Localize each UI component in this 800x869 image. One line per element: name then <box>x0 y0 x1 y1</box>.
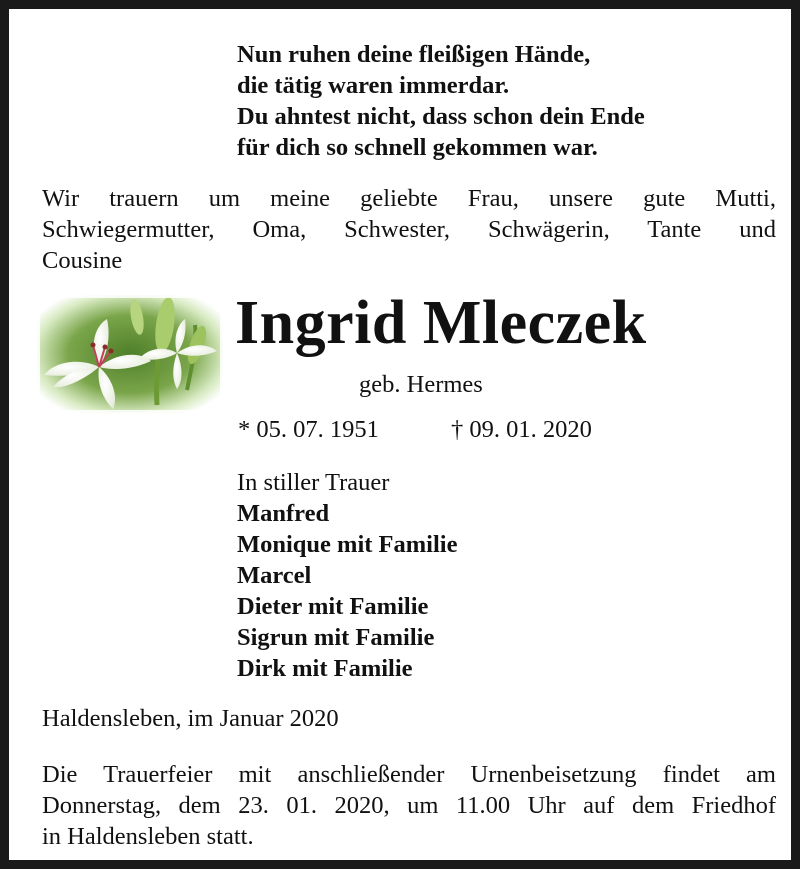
poem-line: Nun ruhen deine fleißigen Hände, <box>237 41 591 68</box>
intro-text <box>42 183 776 276</box>
service-line: Donnerstag, dem 23. 01. 2020, um 11.00 Uhr auf dem Friedhof <box>42 792 776 819</box>
poem <box>237 39 645 163</box>
mourning-section <box>237 467 457 684</box>
mourner: Monique mit Familie <box>237 531 458 558</box>
place-and-date: Haldensleben, im Januar 2020 <box>42 705 339 732</box>
intro-line: Cousine <box>42 247 123 274</box>
deceased-name: Ingrid Mleczek <box>235 289 647 357</box>
service-line: in Haldensleben statt. <box>42 823 254 850</box>
funeral-service-info <box>42 759 776 852</box>
mourner: Dirk mit Familie <box>237 655 413 682</box>
poem-line: für dich so schnell gekommen war. <box>237 134 598 161</box>
birth-date: * 05. 07. 1951 <box>238 416 379 443</box>
service-line: Die Trauerfeier mit anschließender Urnenbeisetzung findet am <box>42 761 776 788</box>
mourning-heading: In stiller Trauer <box>237 469 390 496</box>
mourner: Dieter mit Familie <box>237 593 429 620</box>
mourners-list <box>237 498 457 684</box>
intro-line: Schwiegermutter, Oma, Schwester, Schwägerin, Tante und <box>42 216 776 243</box>
mourner: Sigrun mit Familie <box>237 624 435 651</box>
lily-flower-image <box>37 295 223 413</box>
mourner: Manfred <box>237 500 330 527</box>
mourner: Marcel <box>237 562 312 589</box>
poem-line: die tätig waren immerdar. <box>237 72 510 99</box>
intro-line: Wir trauern um meine geliebte Frau, unsere gute Mutti, <box>42 185 776 212</box>
poem-line: Du ahntest nicht, dass schon dein Ende <box>237 103 645 130</box>
maiden-name: geb. Hermes <box>359 371 483 398</box>
death-date: † 09. 01. 2020 <box>451 416 592 443</box>
